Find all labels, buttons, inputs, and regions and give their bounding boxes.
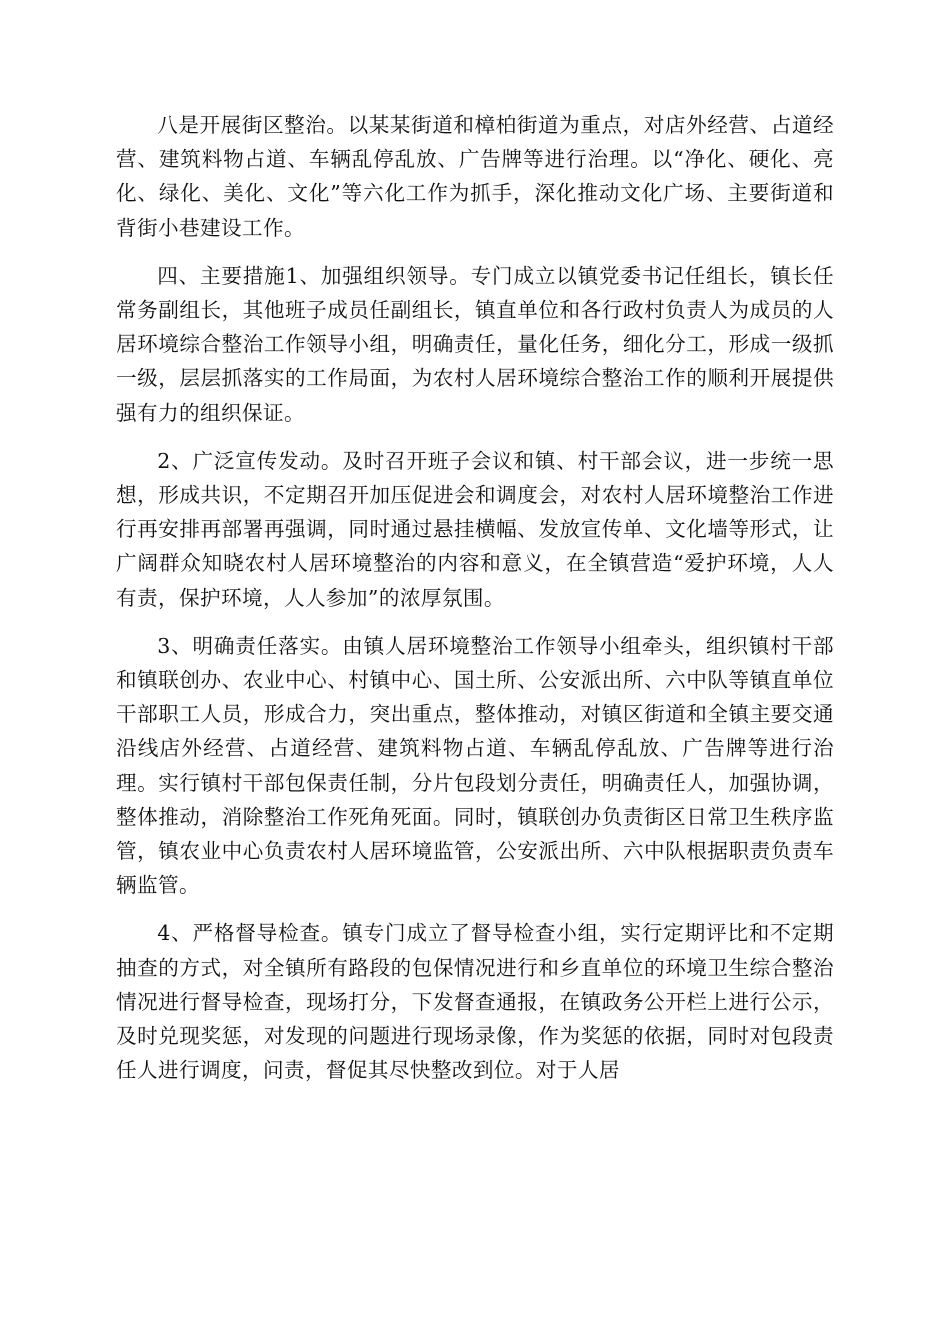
paragraph-street-rectification: 八是开展街区整治。以某某街道和樟柏街道为重点，对店外经营、占道经营、建筑料物占道、车辆乱停乱放、广告牌等进行治理。以“净化、硬化、亮化、绿化、美化、文化”等六化工作为抓手，深化推动文化广场、主要街道和背街小巷建设工作。 bbox=[116, 113, 834, 240]
paragraph-publicity-mobilization: 2、广泛宣传发动。及时召开班子会议和镇、村干部会议，进一步统一思想，形成共识，不定期召开加压促进会和调度会，对农村人居环境整治工作进行再安排再部署再强调，同时通过悬挂横幅、发放宣传单、文化墙等形式，让广阔群众知晓农村人居环境整治的内容和意义，在全镇营造“爱护环境，人人有责，保护环境，人人参加”的浓厚氛围。 bbox=[116, 448, 834, 610]
paragraph-main-measures-leadership: 四、主要措施1、加强组织领导。专门成立以镇党委书记任组长，镇长任常务副组长，其他班子成员任副组长，镇直单位和各行政村负责人为成员的人居环境综合整治工作领导小组，明确责任，量化任务，细化分工，形成一级抓一级，层层抓落实的工作局面，为农村人居环境综合整治工作的顺利开展提供强有力的组织保证。 bbox=[116, 263, 834, 425]
paragraph-responsibility-implementation: 3、明确责任落实。由镇人居环境整治工作领导小组牵头，组织镇村干部和镇联创办、农业中心、村镇中心、国土所、公安派出所、六中队等镇直单位干部职工人员，形成合力，突出重点，整体推动，对镇区街道和全镇主要交通沿线店外经营、占道经营、建筑料物占道、车辆乱停乱放、广告牌等进行治理。实行镇村干部包保责任制，分片包段划分责任，明确责任人，加强协调，整体推动，消除整治工作死角死面。同时，镇联创办负责街区日常卫生秩序监管，镇农业中心负责农村人居环境监管，公安派出所、六中队根据职责负责车辆监管。 bbox=[116, 633, 834, 898]
paragraph-supervision-inspection: 4、严格督导检查。镇专门成立了督导检查小组，实行定期评比和不定期抽查的方式，对全镇所有路段的包保情况进行和乡直单位的环境卫生综合整治情况进行督导检查，现场打分，下发督查通报，在镇政务公开栏上进行公示，及时兑现奖惩，对发现的问题进行现场录像，作为奖惩的依据，同时对包段责任人进行调度，问责，督促其尽快整改到位。对于人居 bbox=[116, 921, 834, 1083]
document-body bbox=[116, 108, 834, 1101]
